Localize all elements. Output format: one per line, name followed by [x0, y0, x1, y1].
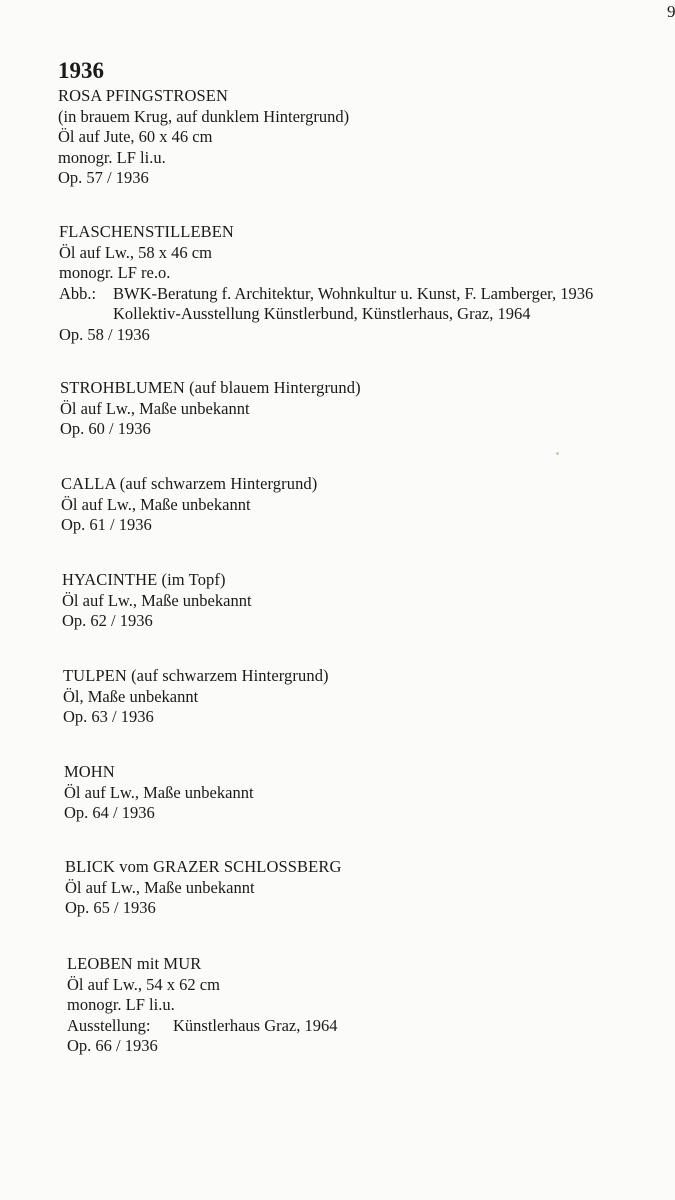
entry-medium: Öl auf Lw., Maße unbekannt	[60, 398, 250, 418]
year-heading: 1936	[58, 58, 104, 83]
entry-title: MOHN	[64, 762, 115, 781]
entry-opus: Op. 61 / 1936	[61, 515, 152, 534]
entry-illustration	[59, 284, 593, 305]
entry-title: LEOBEN mit MUR	[67, 954, 202, 973]
entry-title: BLICK vom GRAZER SCHLOSSBERG	[65, 857, 342, 876]
entry-subtitle: (in brauem Krug, auf dunklem Hintergrund)	[58, 106, 350, 126]
catalog-entry	[67, 954, 338, 1057]
entry-opus: Op. 58 / 1936	[59, 324, 150, 344]
entry-signature: monogr. LF li.u.	[58, 147, 166, 167]
entry-opus: Op. 62 / 1936	[62, 611, 153, 630]
entry-medium: Öl auf Lw., 54 x 62 cm	[67, 974, 220, 994]
entry-medium: Öl auf Lw., Maße unbekannt	[62, 590, 252, 610]
catalog-entry	[65, 857, 341, 919]
entry-opus: Op. 60 / 1936	[60, 419, 151, 438]
entry-medium: Öl auf Lw., Maße unbekannt	[61, 494, 251, 514]
catalog-entry	[58, 86, 349, 189]
entry-title: TULPEN (auf schwarzem Hintergrund)	[63, 666, 329, 685]
entry-medium: Öl auf Lw., 58 x 46 cm	[59, 242, 212, 262]
entry-title: HYACINTHE (im Topf)	[62, 570, 226, 589]
catalog-entry	[60, 378, 361, 440]
catalog-entry	[64, 762, 254, 824]
catalog-entry	[62, 570, 252, 632]
catalog-entry	[59, 222, 593, 345]
entry-title: ROSA PFINGSTROSEN	[58, 86, 228, 105]
entry-opus: Op. 64 / 1936	[64, 803, 155, 822]
entry-medium: Öl auf Lw., Maße unbekannt	[64, 782, 254, 802]
exhibition-venue: Künstlerhaus Graz, 1964	[173, 1015, 338, 1035]
illustration-reference: BWK-Beratung f. Architektur, Wohnkultur u. Kunst, F. Lamberger, 1936	[113, 283, 594, 303]
entry-title: CALLA (auf schwarzem Hintergrund)	[61, 474, 318, 493]
entry-signature: monogr. LF re.o.	[59, 263, 171, 282]
entry-title: STROHBLUMEN (auf blauem Hintergrund)	[60, 378, 361, 397]
entry-title: FLASCHENSTILLEBEN	[59, 222, 234, 241]
entry-opus: Op. 57 / 1936	[58, 168, 149, 187]
illustration-label: Abb.:	[59, 283, 97, 303]
entry-exhibition	[67, 1016, 338, 1037]
illustration-reference: Kollektiv-Ausstellung Künstlerbund, Künstlerhaus, Graz, 1964	[113, 304, 531, 323]
entry-opus: Op. 63 / 1936	[63, 707, 154, 726]
catalog-entry	[63, 666, 329, 728]
entry-medium: Öl, Maße unbekannt	[63, 686, 199, 706]
entry-opus: Op. 65 / 1936	[65, 898, 156, 917]
catalog-entry	[61, 474, 317, 536]
entry-medium: Öl auf Jute, 60 x 46 cm	[58, 127, 213, 146]
paper-speck	[556, 452, 559, 455]
entry-medium: Öl auf Lw., Maße unbekannt	[65, 877, 255, 897]
entry-opus: Op. 66 / 1936	[67, 1036, 158, 1055]
page-number: 9	[667, 2, 675, 21]
entry-signature: monogr. LF li.u.	[67, 995, 175, 1014]
exhibition-label: Ausstellung:	[67, 1015, 151, 1035]
